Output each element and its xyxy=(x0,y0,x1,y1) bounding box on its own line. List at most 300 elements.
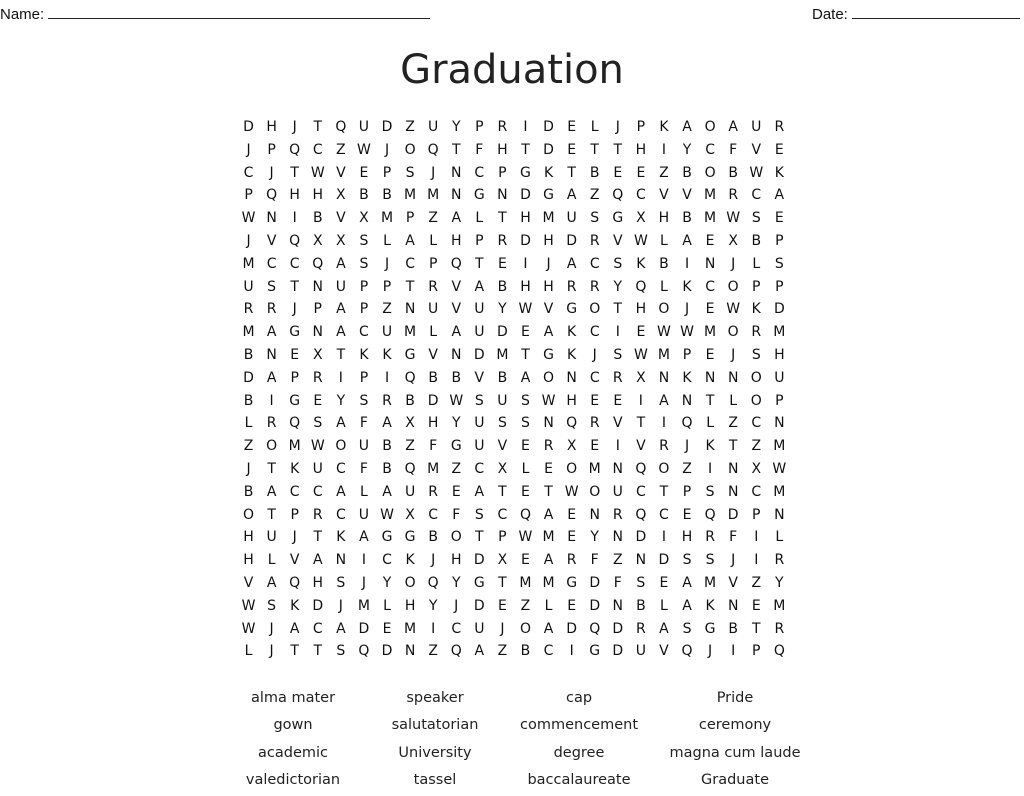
grid-cell[interactable]: A xyxy=(266,483,277,500)
grid-cell[interactable]: A xyxy=(682,597,692,614)
grid-cell[interactable]: P xyxy=(752,506,761,523)
grid-cell[interactable]: N xyxy=(681,392,693,409)
grid-cell[interactable]: E xyxy=(590,438,600,455)
grid-cell[interactable]: L xyxy=(521,460,530,477)
grid-cell[interactable]: A xyxy=(474,278,485,295)
grid-cell[interactable]: X xyxy=(405,506,415,523)
grid-cell[interactable]: G xyxy=(473,574,485,591)
name-field[interactable] xyxy=(0,4,430,23)
grid-cell[interactable]: N xyxy=(451,346,462,363)
grid-cell[interactable]: P xyxy=(682,346,692,363)
grid-cell[interactable]: L xyxy=(660,278,668,295)
grid-cell[interactable]: Q xyxy=(635,460,647,477)
grid-cell[interactable]: S xyxy=(497,415,507,432)
grid-cell[interactable]: E xyxy=(590,392,600,409)
grid-cell[interactable]: Q xyxy=(612,187,624,204)
grid-cell[interactable]: J xyxy=(500,620,505,637)
grid-cell[interactable]: V xyxy=(751,141,762,158)
grid-cell[interactable]: M xyxy=(542,210,555,227)
grid-cell[interactable]: T xyxy=(544,483,553,500)
grid-cell[interactable]: S xyxy=(405,164,415,181)
grid-cell[interactable]: E xyxy=(682,506,692,523)
grid-cell[interactable]: U xyxy=(358,119,370,135)
grid-cell[interactable]: V xyxy=(682,187,692,204)
grid-cell[interactable]: Z xyxy=(382,301,392,318)
grid-cell[interactable]: C xyxy=(474,164,485,181)
grid-cell[interactable]: E xyxy=(521,324,530,341)
grid-cell[interactable]: T xyxy=(290,643,299,660)
grid-cell[interactable]: B xyxy=(382,187,392,204)
grid-cell[interactable]: J xyxy=(292,301,297,318)
grid-cell[interactable]: C xyxy=(705,278,715,295)
grid-cell[interactable]: I xyxy=(431,620,436,637)
grid-cell[interactable]: M xyxy=(588,460,601,477)
grid-cell[interactable]: S xyxy=(613,255,623,272)
grid-cell[interactable]: Q xyxy=(289,232,301,249)
grid-cell[interactable]: F xyxy=(590,552,599,569)
grid-cell[interactable]: H xyxy=(243,552,254,569)
grid-cell[interactable]: G xyxy=(589,643,601,660)
grid-cell[interactable]: O xyxy=(704,119,716,135)
grid-cell[interactable]: T xyxy=(521,346,530,363)
grid-cell[interactable]: C xyxy=(751,415,762,432)
grid-cell[interactable]: H xyxy=(520,210,531,227)
grid-cell[interactable]: P xyxy=(775,392,784,409)
grid-cell[interactable]: R xyxy=(774,119,785,135)
grid-cell[interactable]: E xyxy=(521,438,530,455)
grid-cell[interactable]: A xyxy=(451,210,462,227)
grid-cell[interactable]: H xyxy=(635,141,647,158)
grid-cell[interactable]: M xyxy=(773,324,786,341)
grid-cell[interactable]: T xyxy=(636,415,646,432)
grid-cell[interactable]: J xyxy=(269,643,274,660)
grid-cell[interactable]: R xyxy=(636,620,646,637)
grid-cell[interactable]: P xyxy=(636,119,646,135)
grid-cell[interactable]: A xyxy=(405,232,415,249)
grid-cell[interactable]: Z xyxy=(682,460,692,477)
grid-cell[interactable]: O xyxy=(266,438,278,455)
grid-cell[interactable]: A xyxy=(566,187,577,204)
grid-cell[interactable]: W xyxy=(633,346,648,363)
grid-cell[interactable]: U xyxy=(428,119,439,135)
grid-cell[interactable]: W xyxy=(726,210,741,227)
grid-cell[interactable]: L xyxy=(660,597,668,614)
grid-cell[interactable]: C xyxy=(474,460,485,477)
grid-cell[interactable]: S xyxy=(774,255,784,272)
grid-cell[interactable]: O xyxy=(727,278,739,295)
grid-cell[interactable]: V xyxy=(543,301,554,318)
grid-cell[interactable]: P xyxy=(475,232,484,249)
grid-cell[interactable]: Q xyxy=(427,141,439,158)
grid-cell[interactable]: I xyxy=(661,141,667,158)
grid-cell[interactable]: E xyxy=(567,119,577,135)
grid-cell[interactable]: X xyxy=(497,460,508,477)
grid-cell[interactable]: T xyxy=(705,392,715,409)
grid-cell[interactable]: K xyxy=(543,164,554,181)
grid-cell[interactable]: Y xyxy=(613,278,623,295)
grid-cell[interactable]: W xyxy=(657,324,671,341)
grid-cell[interactable]: P xyxy=(359,278,369,295)
grid-cell[interactable]: D xyxy=(589,574,601,591)
grid-cell[interactable]: T xyxy=(267,460,276,477)
grid-cell[interactable]: B xyxy=(428,369,438,386)
grid-cell[interactable]: H xyxy=(520,278,531,295)
name-blank-line[interactable] xyxy=(48,4,430,19)
grid-cell[interactable]: S xyxy=(359,255,369,272)
grid-cell[interactable]: O xyxy=(519,620,531,637)
grid-cell[interactable]: H xyxy=(243,529,254,546)
grid-cell[interactable]: X xyxy=(336,232,346,249)
grid-cell[interactable]: H xyxy=(635,301,647,318)
grid-cell[interactable]: P xyxy=(359,369,369,386)
grid-cell[interactable]: C xyxy=(382,552,392,569)
grid-cell[interactable]: R xyxy=(497,119,508,135)
grid-cell[interactable]: L xyxy=(267,552,276,569)
grid-cell[interactable]: B xyxy=(382,438,392,455)
grid-cell[interactable]: O xyxy=(727,324,739,341)
grid-cell[interactable]: Z xyxy=(428,210,438,227)
grid-cell[interactable]: E xyxy=(567,506,577,523)
grid-cell[interactable]: I xyxy=(523,255,528,272)
date-blank-line[interactable] xyxy=(852,4,1020,19)
grid-cell[interactable]: N xyxy=(612,597,624,614)
grid-cell[interactable]: J xyxy=(454,597,459,614)
grid-cell[interactable]: S xyxy=(636,574,646,591)
grid-cell[interactable]: R xyxy=(705,529,715,546)
grid-cell[interactable]: K xyxy=(659,119,669,135)
grid-cell[interactable]: K xyxy=(774,164,784,181)
grid-cell[interactable]: J xyxy=(684,438,690,455)
grid-cell[interactable]: B xyxy=(636,597,646,614)
grid-cell[interactable]: E xyxy=(567,141,577,158)
grid-cell[interactable]: B xyxy=(428,529,438,546)
grid-cell[interactable]: L xyxy=(244,643,253,660)
grid-cell[interactable]: S xyxy=(682,552,692,569)
grid-cell[interactable]: A xyxy=(543,324,554,341)
grid-cell[interactable]: J xyxy=(615,119,620,135)
grid-cell[interactable]: B xyxy=(405,392,415,409)
grid-cell[interactable]: D xyxy=(635,529,647,546)
grid-cell[interactable]: S xyxy=(267,278,277,295)
grid-cell[interactable]: N xyxy=(497,187,508,204)
grid-cell[interactable]: Z xyxy=(751,438,762,455)
grid-cell[interactable]: W xyxy=(680,324,694,341)
grid-cell[interactable]: G xyxy=(704,620,716,637)
grid-cell[interactable]: D xyxy=(520,232,531,249)
grid-cell[interactable]: B xyxy=(497,369,508,386)
grid-cell[interactable]: Q xyxy=(773,643,785,660)
grid-cell[interactable]: G xyxy=(543,346,554,363)
grid-cell[interactable]: F xyxy=(729,141,738,158)
grid-cell[interactable]: X xyxy=(497,552,508,569)
grid-cell[interactable]: S xyxy=(705,483,715,500)
grid-cell[interactable]: M xyxy=(404,187,417,204)
grid-cell[interactable]: J xyxy=(338,597,343,614)
grid-cell[interactable]: E xyxy=(359,164,369,181)
grid-cell[interactable]: K xyxy=(290,597,300,614)
grid-cell[interactable]: K xyxy=(567,324,577,341)
grid-cell[interactable]: I xyxy=(569,643,574,660)
grid-cell[interactable]: X xyxy=(312,346,323,363)
grid-cell[interactable]: V xyxy=(474,369,485,386)
grid-cell[interactable]: Q xyxy=(635,506,647,523)
grid-cell[interactable]: A xyxy=(266,324,277,341)
grid-cell[interactable]: S xyxy=(705,552,715,569)
grid-cell[interactable]: I xyxy=(338,369,343,386)
grid-cell[interactable]: L xyxy=(429,232,438,249)
grid-cell[interactable]: I xyxy=(638,392,643,409)
grid-cell[interactable]: W xyxy=(241,210,256,227)
grid-cell[interactable]: R xyxy=(543,438,554,455)
grid-cell[interactable]: F xyxy=(613,574,622,591)
grid-cell[interactable]: G xyxy=(381,529,393,546)
grid-cell[interactable]: X xyxy=(566,438,577,455)
grid-cell[interactable]: C xyxy=(635,187,646,204)
grid-cell[interactable]: A xyxy=(774,187,785,204)
grid-cell[interactable]: C xyxy=(405,255,415,272)
grid-cell[interactable]: G xyxy=(450,438,462,455)
grid-cell[interactable]: Q xyxy=(335,119,347,135)
grid-cell[interactable]: F xyxy=(359,415,368,432)
grid-cell[interactable]: D xyxy=(473,597,485,614)
grid-cell[interactable]: Q xyxy=(519,506,531,523)
grid-cell[interactable]: C xyxy=(289,255,300,272)
grid-cell[interactable]: B xyxy=(359,187,369,204)
grid-cell[interactable]: T xyxy=(267,506,276,523)
grid-cell[interactable]: R xyxy=(566,278,577,295)
grid-cell[interactable]: R xyxy=(566,552,577,569)
grid-cell[interactable]: W xyxy=(241,620,256,637)
grid-cell[interactable]: K xyxy=(567,346,577,363)
grid-cell[interactable]: P xyxy=(382,164,392,181)
grid-cell[interactable]: M xyxy=(773,438,786,455)
grid-cell[interactable]: T xyxy=(475,255,484,272)
grid-cell[interactable]: C xyxy=(497,506,508,523)
grid-cell[interactable]: D xyxy=(243,369,254,386)
grid-cell[interactable]: W xyxy=(772,460,787,477)
grid-cell[interactable]: X xyxy=(636,210,646,227)
grid-cell[interactable]: T xyxy=(521,141,530,158)
grid-cell[interactable]: Z xyxy=(659,164,669,181)
grid-cell[interactable]: G xyxy=(404,346,416,363)
grid-cell[interactable]: K xyxy=(359,346,369,363)
grid-cell[interactable]: U xyxy=(751,119,762,135)
grid-cell[interactable]: A xyxy=(474,643,485,660)
grid-cell[interactable]: R xyxy=(728,187,739,204)
grid-cell[interactable]: M xyxy=(242,255,255,272)
grid-cell[interactable]: L xyxy=(752,255,761,272)
grid-cell[interactable]: T xyxy=(498,210,507,227)
grid-cell[interactable]: Z xyxy=(612,552,623,569)
grid-cell[interactable]: Z xyxy=(497,643,508,660)
grid-cell[interactable]: A xyxy=(336,483,346,500)
grid-cell[interactable]: J xyxy=(592,346,597,363)
grid-cell[interactable]: V xyxy=(336,164,346,181)
grid-cell[interactable]: G xyxy=(289,324,301,341)
grid-cell[interactable]: C xyxy=(312,620,323,637)
grid-cell[interactable]: O xyxy=(566,460,578,477)
grid-cell[interactable]: R xyxy=(612,369,623,386)
grid-cell[interactable]: J xyxy=(292,119,297,135)
grid-cell[interactable]: U xyxy=(474,438,485,455)
grid-cell[interactable]: W xyxy=(310,164,325,181)
grid-cell[interactable]: S xyxy=(359,232,369,249)
grid-cell[interactable]: P xyxy=(267,141,276,158)
grid-cell[interactable]: H xyxy=(566,392,577,409)
grid-cell[interactable]: Q xyxy=(404,369,416,386)
grid-cell[interactable]: Z xyxy=(336,141,346,158)
grid-cell[interactable]: T xyxy=(290,164,299,181)
grid-cell[interactable]: S xyxy=(267,597,277,614)
grid-cell[interactable]: Q xyxy=(450,643,462,660)
grid-cell[interactable]: B xyxy=(243,392,254,409)
grid-cell[interactable]: P xyxy=(775,232,784,249)
grid-cell[interactable]: I xyxy=(361,552,366,569)
grid-cell[interactable]: N xyxy=(704,255,716,272)
grid-cell[interactable]: I xyxy=(708,460,713,477)
grid-cell[interactable]: Y xyxy=(498,301,507,318)
grid-cell[interactable]: J xyxy=(431,552,436,569)
grid-cell[interactable]: U xyxy=(243,278,254,295)
grid-cell[interactable]: T xyxy=(290,278,299,295)
grid-cell[interactable]: O xyxy=(404,574,416,591)
grid-cell[interactable]: S xyxy=(474,392,484,409)
grid-cell[interactable]: Y xyxy=(775,574,784,591)
grid-cell[interactable]: E xyxy=(774,141,784,158)
grid-cell[interactable]: J xyxy=(731,255,736,272)
grid-cell[interactable]: T xyxy=(613,141,623,158)
grid-cell[interactable]: H xyxy=(543,232,554,249)
grid-cell[interactable]: Q xyxy=(681,415,693,432)
grid-cell[interactable]: S xyxy=(474,506,484,523)
grid-cell[interactable]: S xyxy=(336,643,346,660)
grid-cell[interactable]: M xyxy=(404,620,417,637)
grid-cell[interactable]: R xyxy=(612,506,623,523)
grid-cell[interactable]: P xyxy=(359,301,369,318)
grid-cell[interactable]: C xyxy=(335,460,346,477)
grid-cell[interactable]: H xyxy=(312,187,324,204)
grid-cell[interactable]: U xyxy=(612,483,623,500)
grid-cell[interactable]: R xyxy=(589,278,600,295)
grid-cell[interactable]: L xyxy=(429,324,438,341)
grid-cell[interactable]: N xyxy=(543,415,554,432)
grid-cell[interactable]: P xyxy=(682,483,692,500)
grid-cell[interactable]: J xyxy=(292,529,297,546)
grid-cell[interactable]: D xyxy=(566,232,578,249)
grid-cell[interactable]: M xyxy=(404,324,417,341)
grid-cell[interactable]: W xyxy=(541,392,556,409)
grid-cell[interactable]: Q xyxy=(589,620,601,637)
grid-cell[interactable]: N xyxy=(727,483,739,500)
grid-cell[interactable]: R xyxy=(428,483,439,500)
grid-cell[interactable]: N xyxy=(566,369,577,386)
grid-cell[interactable]: A xyxy=(266,574,277,591)
grid-cell[interactable]: C xyxy=(428,506,439,523)
grid-cell[interactable]: M xyxy=(542,574,555,591)
grid-cell[interactable]: D xyxy=(543,119,554,135)
grid-cell[interactable]: L xyxy=(244,415,253,432)
grid-cell[interactable]: U xyxy=(266,529,277,546)
grid-cell[interactable]: Q xyxy=(358,643,370,660)
grid-cell[interactable]: N xyxy=(404,643,416,660)
grid-cell[interactable]: T xyxy=(728,438,738,455)
grid-cell[interactable]: M xyxy=(704,574,717,591)
grid-cell[interactable]: U xyxy=(774,369,785,386)
grid-cell[interactable]: N xyxy=(266,346,277,363)
grid-cell[interactable]: C xyxy=(543,643,554,660)
grid-cell[interactable]: C xyxy=(589,324,600,341)
grid-cell[interactable]: O xyxy=(750,392,762,409)
grid-cell[interactable]: G xyxy=(566,301,578,318)
grid-cell[interactable]: Z xyxy=(428,643,438,660)
grid-cell[interactable]: X xyxy=(359,210,369,227)
grid-cell[interactable]: B xyxy=(659,255,669,272)
grid-cell[interactable]: M xyxy=(704,210,717,227)
grid-cell[interactable]: D xyxy=(473,552,485,569)
grid-cell[interactable]: D xyxy=(381,643,393,660)
grid-cell[interactable]: A xyxy=(543,620,554,637)
grid-cell[interactable]: H xyxy=(774,346,785,363)
grid-cell[interactable]: J xyxy=(384,141,390,158)
grid-cell[interactable]: M xyxy=(427,460,440,477)
grid-cell[interactable]: C xyxy=(266,255,277,272)
grid-cell[interactable]: I xyxy=(615,324,620,341)
grid-cell[interactable]: O xyxy=(450,529,462,546)
grid-cell[interactable]: M xyxy=(380,210,394,227)
grid-cell[interactable]: J xyxy=(269,620,274,637)
grid-cell[interactable]: G xyxy=(404,529,416,546)
grid-cell[interactable]: A xyxy=(451,324,462,341)
grid-cell[interactable]: O xyxy=(404,141,416,158)
grid-cell[interactable]: M xyxy=(519,574,532,591)
grid-cell[interactable]: H xyxy=(404,597,416,614)
grid-cell[interactable]: H xyxy=(427,415,439,432)
grid-cell[interactable]: W xyxy=(310,438,325,455)
grid-cell[interactable]: P xyxy=(244,187,253,204)
grid-cell[interactable]: C xyxy=(589,369,600,386)
grid-cell[interactable]: S xyxy=(751,346,761,363)
grid-cell[interactable]: M xyxy=(704,187,717,204)
grid-cell[interactable]: M xyxy=(773,597,786,614)
grid-cell[interactable]: N xyxy=(727,460,739,477)
grid-cell[interactable]: C xyxy=(635,483,646,500)
grid-cell[interactable]: G xyxy=(473,187,485,204)
grid-cell[interactable]: Z xyxy=(728,415,738,432)
grid-cell[interactable]: I xyxy=(661,529,667,546)
grid-cell[interactable]: A xyxy=(682,119,692,135)
grid-cell[interactable]: Q xyxy=(266,187,278,204)
grid-cell[interactable]: N xyxy=(404,301,416,318)
grid-cell[interactable]: C xyxy=(659,506,669,523)
grid-cell[interactable]: I xyxy=(754,552,759,569)
grid-cell[interactable]: R xyxy=(589,415,600,432)
grid-cell[interactable]: D xyxy=(243,119,254,135)
grid-cell[interactable]: F xyxy=(729,529,738,546)
grid-cell[interactable]: R xyxy=(659,438,669,455)
grid-cell[interactable]: A xyxy=(266,369,277,386)
grid-cell[interactable]: P xyxy=(752,278,761,295)
grid-cell[interactable]: Y xyxy=(451,574,461,591)
grid-cell[interactable]: E xyxy=(774,210,784,227)
grid-cell[interactable]: S xyxy=(359,392,369,409)
grid-cell[interactable]: D xyxy=(612,620,624,637)
grid-cell[interactable]: P xyxy=(290,506,299,523)
grid-cell[interactable]: V xyxy=(289,552,300,569)
grid-cell[interactable]: X xyxy=(336,187,346,204)
grid-cell[interactable]: O xyxy=(658,460,670,477)
grid-cell[interactable]: L xyxy=(360,483,368,500)
grid-cell[interactable]: L xyxy=(729,392,738,409)
